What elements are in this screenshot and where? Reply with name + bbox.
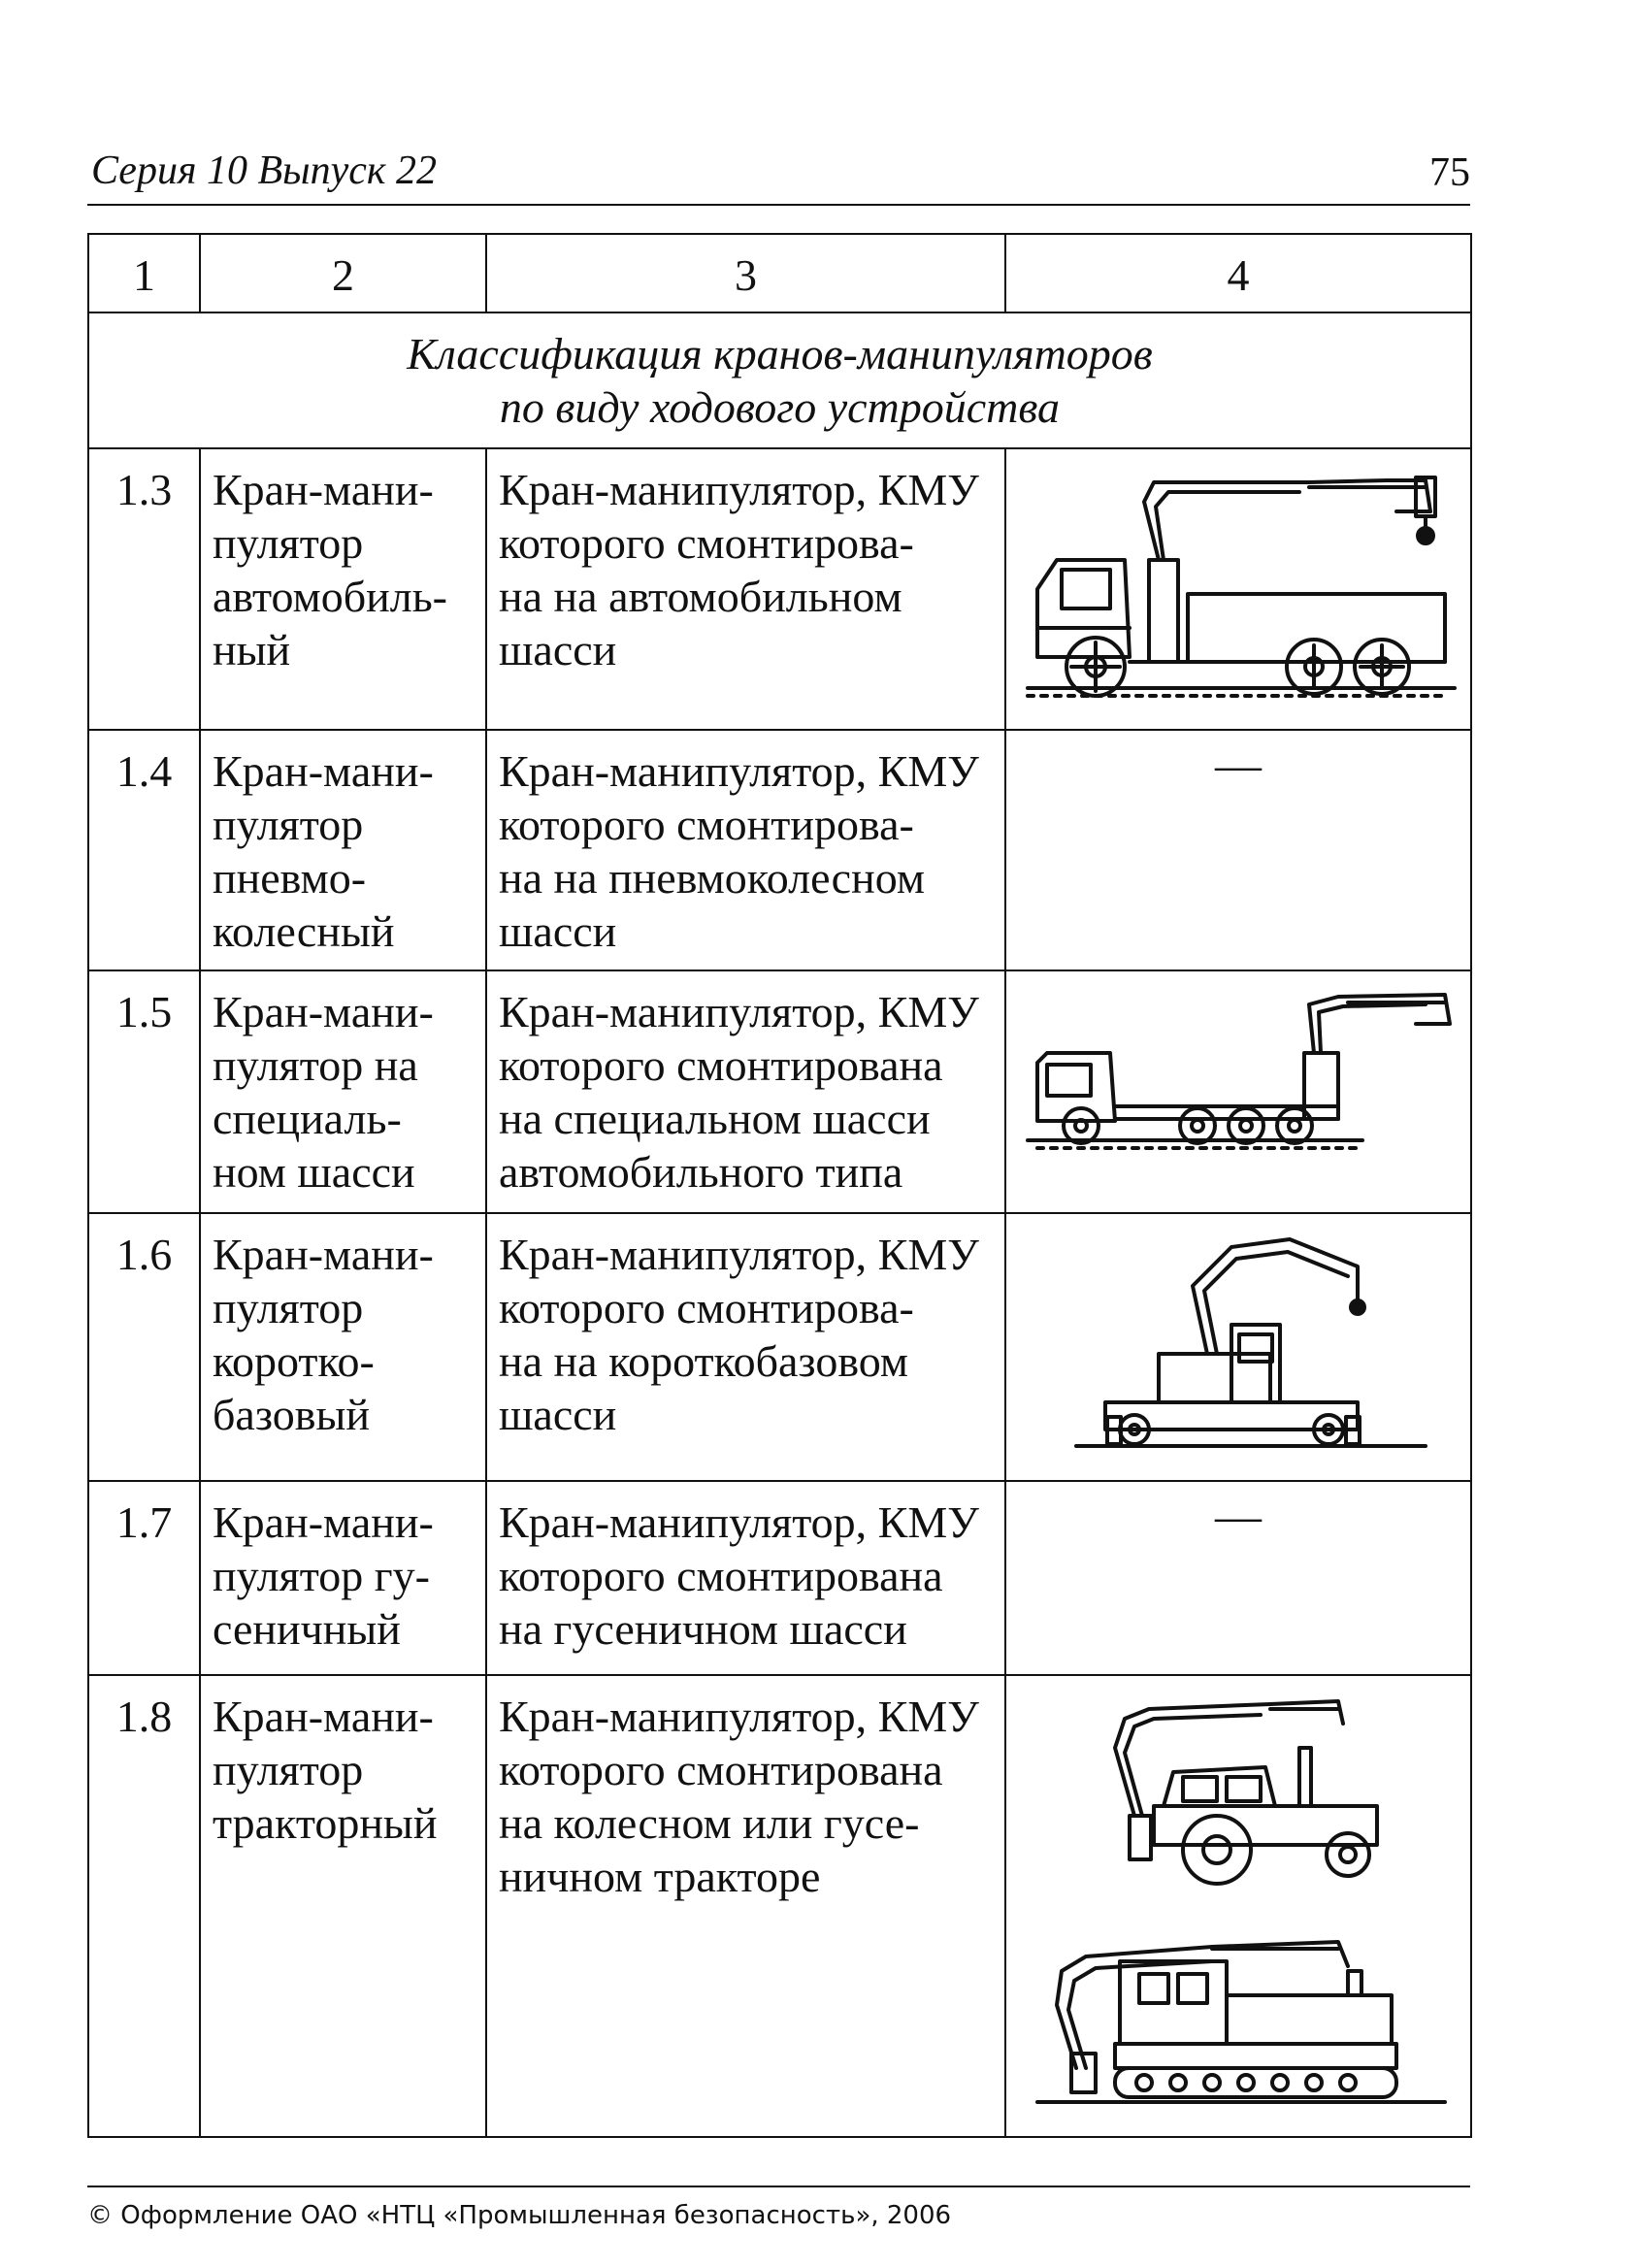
crane-type-description: Кран-манипулятор, КМУ которого смонтирована на специальном шасси автомобильного типа — [486, 970, 1005, 1213]
row-number: 1.8 — [88, 1675, 200, 2137]
row-number: 1.3 — [88, 448, 200, 730]
crane-type-description: Кран-манипулятор, КМУ которого смонтирована на гусеничном шасси — [486, 1481, 1005, 1675]
series-title: Серия 10 Выпуск 22 — [91, 148, 437, 193]
picture-cell — [1005, 970, 1471, 1213]
crane-type-description: Кран-манипулятор, КМУ которого смонтирова- на на автомобильном шасси — [486, 448, 1005, 730]
crane-type-description: Кран-манипулятор, КМУ которого смонтирована на колесном или гусе- ничном тракторе — [486, 1675, 1005, 2137]
wheeled-tractor-crane-illustration — [1018, 1690, 1464, 1889]
table-row — [88, 730, 1471, 970]
column-number: 4 — [1005, 234, 1471, 312]
table-row — [88, 970, 1471, 1213]
running-header — [87, 146, 1470, 206]
no-picture-dash: — — [1005, 730, 1471, 970]
footer-rule — [87, 2186, 1470, 2187]
row-number: 1.5 — [88, 970, 200, 1213]
crane-type-name: Кран-мани- пулятор пневмо- колесный — [200, 730, 486, 970]
picture-cell — [1005, 448, 1471, 730]
column-number: 1 — [88, 234, 200, 312]
column-number: 3 — [486, 234, 1005, 312]
row-number: 1.7 — [88, 1481, 200, 1675]
section-row — [88, 312, 1471, 448]
short-base-crane-illustration — [1018, 1228, 1464, 1470]
crane-type-name: Кран-мани- пулятор автомобиль- ный — [200, 448, 486, 730]
picture-cell — [1005, 1675, 1471, 2137]
row-number: 1.6 — [88, 1213, 200, 1481]
crane-type-name: Кран-мани- пулятор гу- сеничный — [200, 1481, 486, 1675]
crane-type-description: Кран-манипулятор, КМУ которого смонтирова- на на короткобазовом шасси — [486, 1213, 1005, 1481]
copyright-footer: © Оформление ОАО «НТЦ «Промышленная безопасность», 2006 — [87, 2201, 952, 2230]
table-row — [88, 1481, 1471, 1675]
crane-classification-table — [87, 233, 1472, 2138]
no-picture-dash: — — [1005, 1481, 1471, 1675]
table-row — [88, 1675, 1471, 2137]
table-row — [88, 448, 1471, 730]
special-chassis-crane-illustration — [1018, 985, 1464, 1179]
crane-type-name: Кран-мани- пулятор коротко- базовый — [200, 1213, 486, 1481]
crane-type-name: Кран-мани- пулятор тракторный — [200, 1675, 486, 2137]
column-number: 2 — [200, 234, 486, 312]
picture-cell — [1005, 1213, 1471, 1481]
table-row — [88, 1213, 1471, 1481]
crawler-tractor-crane-illustration — [1018, 1889, 1464, 2107]
section-title: Классификация кранов-манипуляторов по виду ходового устройства — [88, 312, 1471, 448]
crane-type-description: Кран-манипулятор, КМУ которого смонтирова- на на пневмоколесном шасси — [486, 730, 1005, 970]
column-number-row — [88, 234, 1471, 312]
crane-type-name: Кран-мани- пулятор на специаль- ном шасси — [200, 970, 486, 1213]
page-number: 75 — [1429, 150, 1470, 195]
truck-crane-illustration — [1018, 463, 1464, 715]
row-number: 1.4 — [88, 730, 200, 970]
